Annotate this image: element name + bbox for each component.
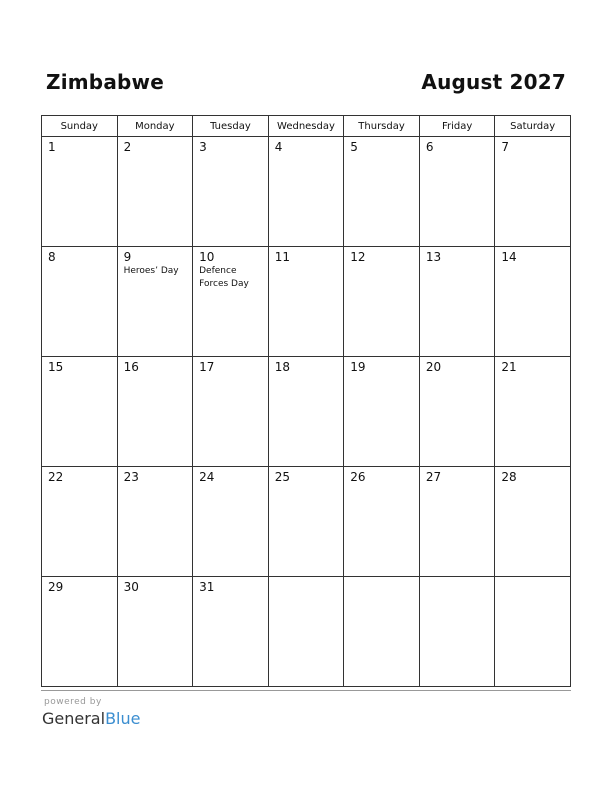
day-cell [117, 357, 193, 467]
weekday-monday: Monday [117, 116, 193, 137]
weekday-tuesday: Tuesday [193, 116, 269, 137]
day-number: 2 [123, 140, 132, 154]
day-number: 23 [123, 470, 139, 484]
week-row [42, 357, 571, 467]
day-number: 27 [425, 470, 442, 484]
day-cell [42, 467, 118, 577]
day-number: 20 [425, 360, 442, 374]
day-number: 10 [199, 250, 215, 264]
day-number: 18 [274, 360, 290, 374]
day-cell [117, 137, 193, 247]
footer-divider [41, 690, 571, 691]
day-cell [42, 137, 118, 247]
day-cell [344, 247, 420, 357]
country-title: Zimbabwe [46, 70, 164, 94]
day-number: 21 [501, 360, 517, 374]
day-number: 13 [425, 250, 442, 264]
day-cell [268, 247, 344, 357]
day-number: 11 [274, 250, 290, 264]
holiday-label: Heroes’ Day [123, 266, 179, 276]
week-row [42, 247, 571, 357]
day-number: 30 [123, 580, 139, 594]
generalblue-logo[interactable] [42, 709, 140, 728]
weekday-header-row [42, 116, 571, 137]
day-number: 28 [501, 470, 517, 484]
day-cell [344, 467, 420, 577]
day-cell [344, 137, 420, 247]
day-number [269, 577, 344, 580]
day-number [495, 577, 570, 580]
day-number [420, 577, 495, 580]
day-number: 16 [123, 360, 139, 374]
day-cell [117, 577, 193, 687]
powered-by-text: powered by [44, 697, 102, 707]
day-cell [193, 247, 269, 357]
day-cell [117, 467, 193, 577]
day-cell [495, 137, 571, 247]
day-cell [419, 467, 495, 577]
logo-text-blue: Blue [105, 709, 141, 728]
day-cell-empty [495, 577, 571, 687]
week-row [42, 467, 571, 577]
weekday-wednesday: Wednesday [268, 116, 344, 137]
day-number: 12 [350, 250, 366, 264]
day-cell [193, 137, 269, 247]
day-cell [419, 357, 495, 467]
day-number: 4 [274, 140, 283, 154]
day-number: 9 [123, 250, 132, 264]
weekday-saturday: Saturday [495, 116, 571, 137]
day-number: 3 [199, 140, 207, 154]
day-cell [495, 247, 571, 357]
day-number: 19 [350, 360, 366, 374]
day-number: 6 [425, 140, 434, 154]
day-number: 17 [199, 360, 215, 374]
day-number: 8 [48, 250, 56, 264]
day-number [344, 577, 419, 580]
day-number: 14 [501, 250, 517, 264]
day-number: 5 [350, 140, 358, 154]
day-number: 25 [274, 470, 290, 484]
day-number: 24 [199, 470, 215, 484]
holiday-label: Defence Forces Day [199, 266, 249, 289]
day-number: 29 [48, 580, 64, 594]
day-cell [193, 577, 269, 687]
calendar-grid [41, 115, 571, 687]
day-cell-empty [344, 577, 420, 687]
day-number: 7 [501, 140, 510, 154]
day-cell [42, 247, 118, 357]
day-number: 31 [199, 580, 215, 594]
day-cell [268, 357, 344, 467]
day-cell [495, 357, 571, 467]
day-cell-empty [268, 577, 344, 687]
day-cell [419, 247, 495, 357]
day-number: 22 [48, 470, 64, 484]
day-cell [42, 357, 118, 467]
month-title: August 2027 [421, 70, 566, 94]
day-cell [193, 467, 269, 577]
week-row [42, 137, 571, 247]
day-cell [117, 247, 193, 357]
week-row [42, 577, 571, 687]
day-number: 26 [350, 470, 366, 484]
day-cell-empty [419, 577, 495, 687]
day-cell [268, 467, 344, 577]
day-number: 15 [48, 360, 64, 374]
day-cell [344, 357, 420, 467]
day-cell [193, 357, 269, 467]
weekday-thursday: Thursday [344, 116, 420, 137]
weekday-sunday: Sunday [42, 116, 118, 137]
day-cell [42, 577, 118, 687]
day-cell [495, 467, 571, 577]
logo-text-general: General [42, 709, 106, 728]
day-cell [419, 137, 495, 247]
weekday-friday: Friday [419, 116, 495, 137]
day-number: 1 [48, 140, 56, 154]
day-cell [268, 137, 344, 247]
